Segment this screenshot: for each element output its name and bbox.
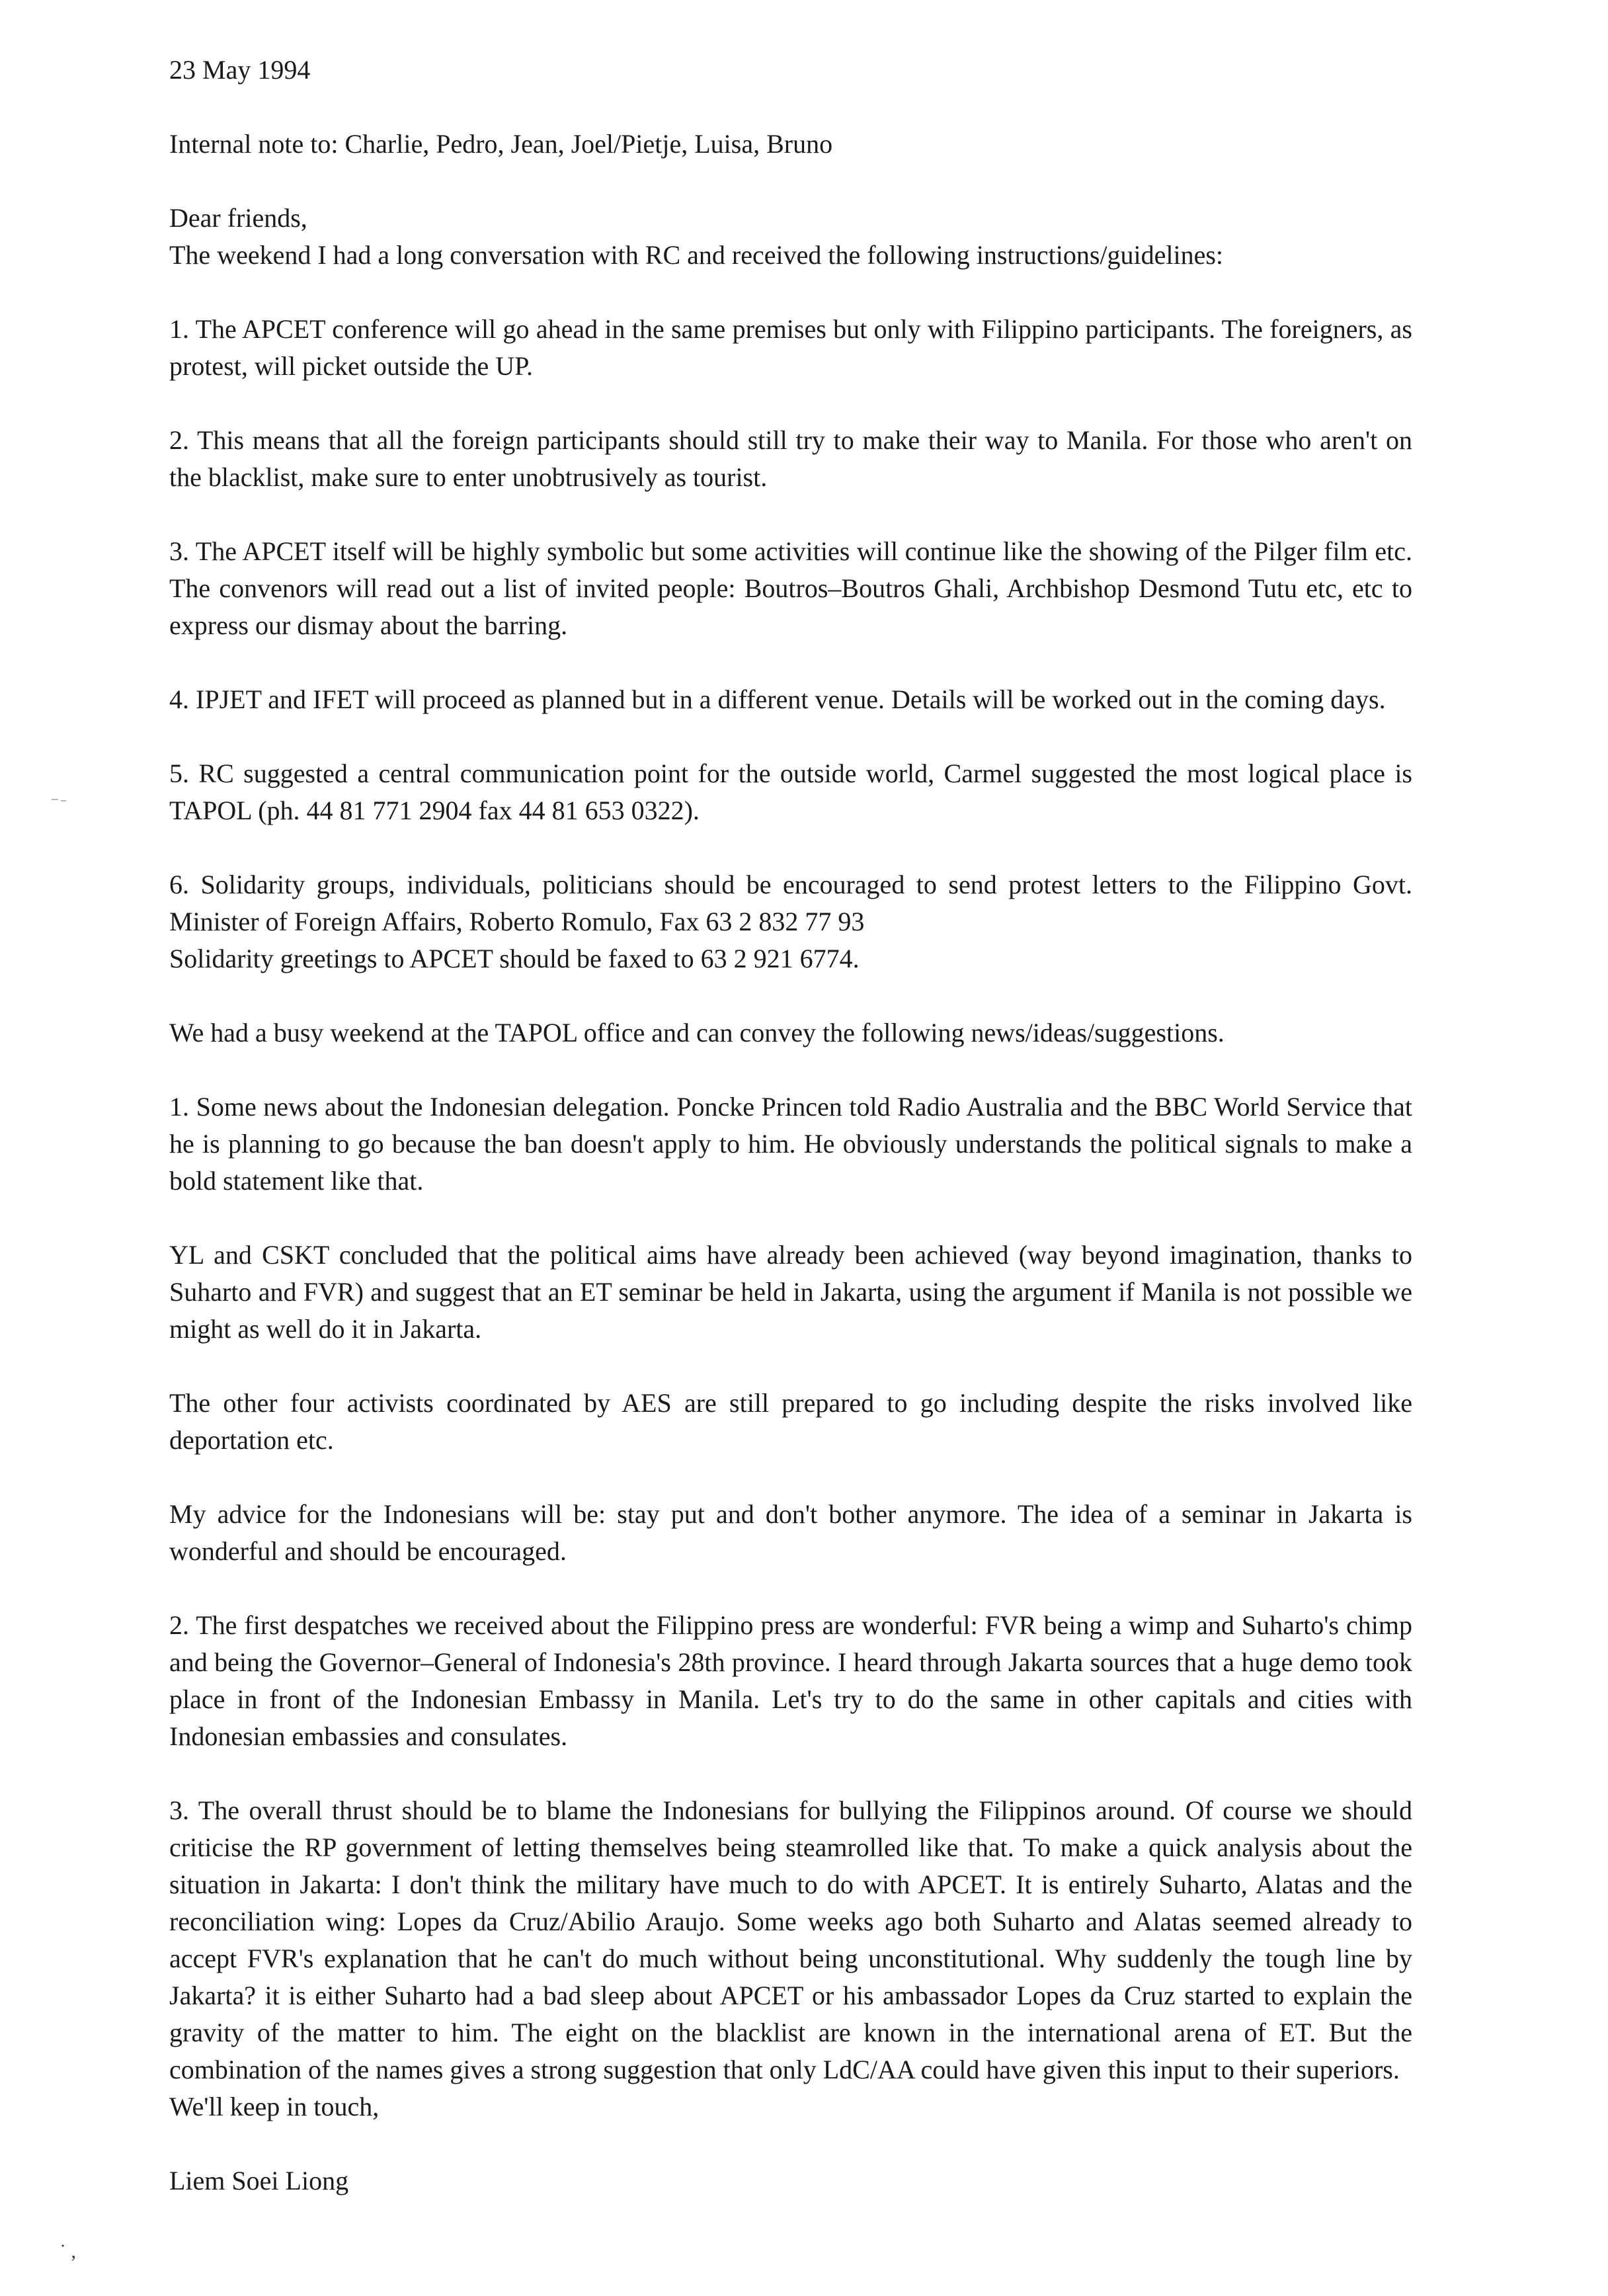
letter-salutation: Dear friends,	[169, 203, 307, 233]
news-item: 2. The first despatches we received about the Filippino press are wonderful: FVR being a wimp and Suharto's chimp and being the Governor–General of Indonesia's 28th province. I heard through Jakarta sources that a huge demo took place in front of the Indonesian Embassy in Manila. Let's try to do the same in other capitals and cities with Indonesian embassies and consulates.	[169, 1610, 1412, 1751]
news-item: YL and CSKT concluded that the political aims have already been achieved (way beyond imagination, thanks to Suharto and FVR) and suggest that an ET seminar be held in Jakarta, using the argument if Manila is not possible we might as well do it in Jakarta.	[169, 1240, 1412, 1344]
instruction-item: 4. IPJET and IFET will proceed as planned but in a different venue. Details will be worked out in the coming days.	[169, 684, 1386, 714]
instruction-item: 3. The APCET itself will be highly symbolic but some activities will continue like the showing of the Pilger film etc. The convenors will read out a list of invited people: Boutros–Boutros Ghali, Archbishop Desmond Tutu etc, etc to express our dismay about the barring.	[169, 536, 1412, 640]
scan-corner-mark: ˙ ,	[60, 2240, 76, 2262]
instruction-item: 6. Solidarity groups, individuals, politicians should be encouraged to send protest letters to the Filippino Govt. Minister of Foreign Affairs, Roberto Romulo, Fax 63 2 832 77 93	[169, 870, 1412, 936]
instruction-item: 1. The APCET conference will go ahead in the same premises but only with Filippino participants. The foreigners, as protest, will picket outside the UP.	[169, 314, 1412, 381]
letter-date: 23 May 1994	[169, 55, 311, 85]
scan-speck	[52, 799, 58, 800]
instruction-item-fax: Solidarity greetings to APCET should be faxed to 63 2 921 6774.	[169, 944, 860, 973]
letter-recipients: Internal note to: Charlie, Pedro, Jean, Joel/Pietje, Luisa, Bruno	[169, 129, 833, 159]
analysis-paragraph: 3. The overall thrust should be to blame the Indonesians for bullying the Filippinos around. Of course we should criticise the RP government of letting themselves being steamrolled like that. To make a quick analysis about the situation in Jakarta: I don't think the military have much to do with APCET. It is entirely Suharto, Alatas and the reconciliation wing: Lopes da Cruz/Abilio Araujo. Some weeks ago both Suharto and Alatas seemed already to accept FVR's explanation that he can't do much without being unconstitutional. Why suddenly the tough line by Jakarta? it is either Suharto had a bad sleep about APCET or his ambassador Lopes da Cruz started to explain the gravity of the matter to him. The eight on the blacklist are known in the international arena of ET. But the combination of the names gives a strong suggestion that only LdC/AA could have given this input to their superiors.	[169, 1795, 1412, 2084]
news-item: 1. Some news about the Indonesian delegation. Poncke Princen told Radio Australia and the BBC World Service that he is planning to go because the ban doesn't apply to him. He obviously understands the political signals to make a bold statement like that.	[169, 1092, 1412, 1196]
news-intro: We had a busy weekend at the TAPOL office and can convey the following news/ideas/suggestions.	[169, 1018, 1225, 1047]
news-item: The other four activists coordinated by AES are still prepared to go including despite the risks involved like deportation etc.	[169, 1388, 1412, 1455]
scan-speck	[61, 800, 66, 801]
letter-signature: Liem Soei Liong	[169, 2166, 349, 2195]
letter-page	[169, 52, 1412, 2199]
letter-closing: We'll keep in touch,	[169, 2092, 380, 2121]
news-item: My advice for the Indonesians will be: stay put and don't bother anymore. The idea of a seminar in Jakarta is wonderful and should be encouraged.	[169, 1499, 1412, 1566]
instruction-item: 2. This means that all the foreign participants should still try to make their way to Manila. For those who aren't on the blacklist, make sure to enter unobtrusively as tourist.	[169, 425, 1412, 492]
letter-intro: The weekend I had a long conversation with RC and received the following instructions/guidelines:	[169, 240, 1224, 270]
instruction-item: 5. RC suggested a central communication point for the outside world, Carmel suggested the most logical place is TAPOL (ph. 44 81 771 2904 fax 44 81 653 0322).	[169, 758, 1412, 825]
